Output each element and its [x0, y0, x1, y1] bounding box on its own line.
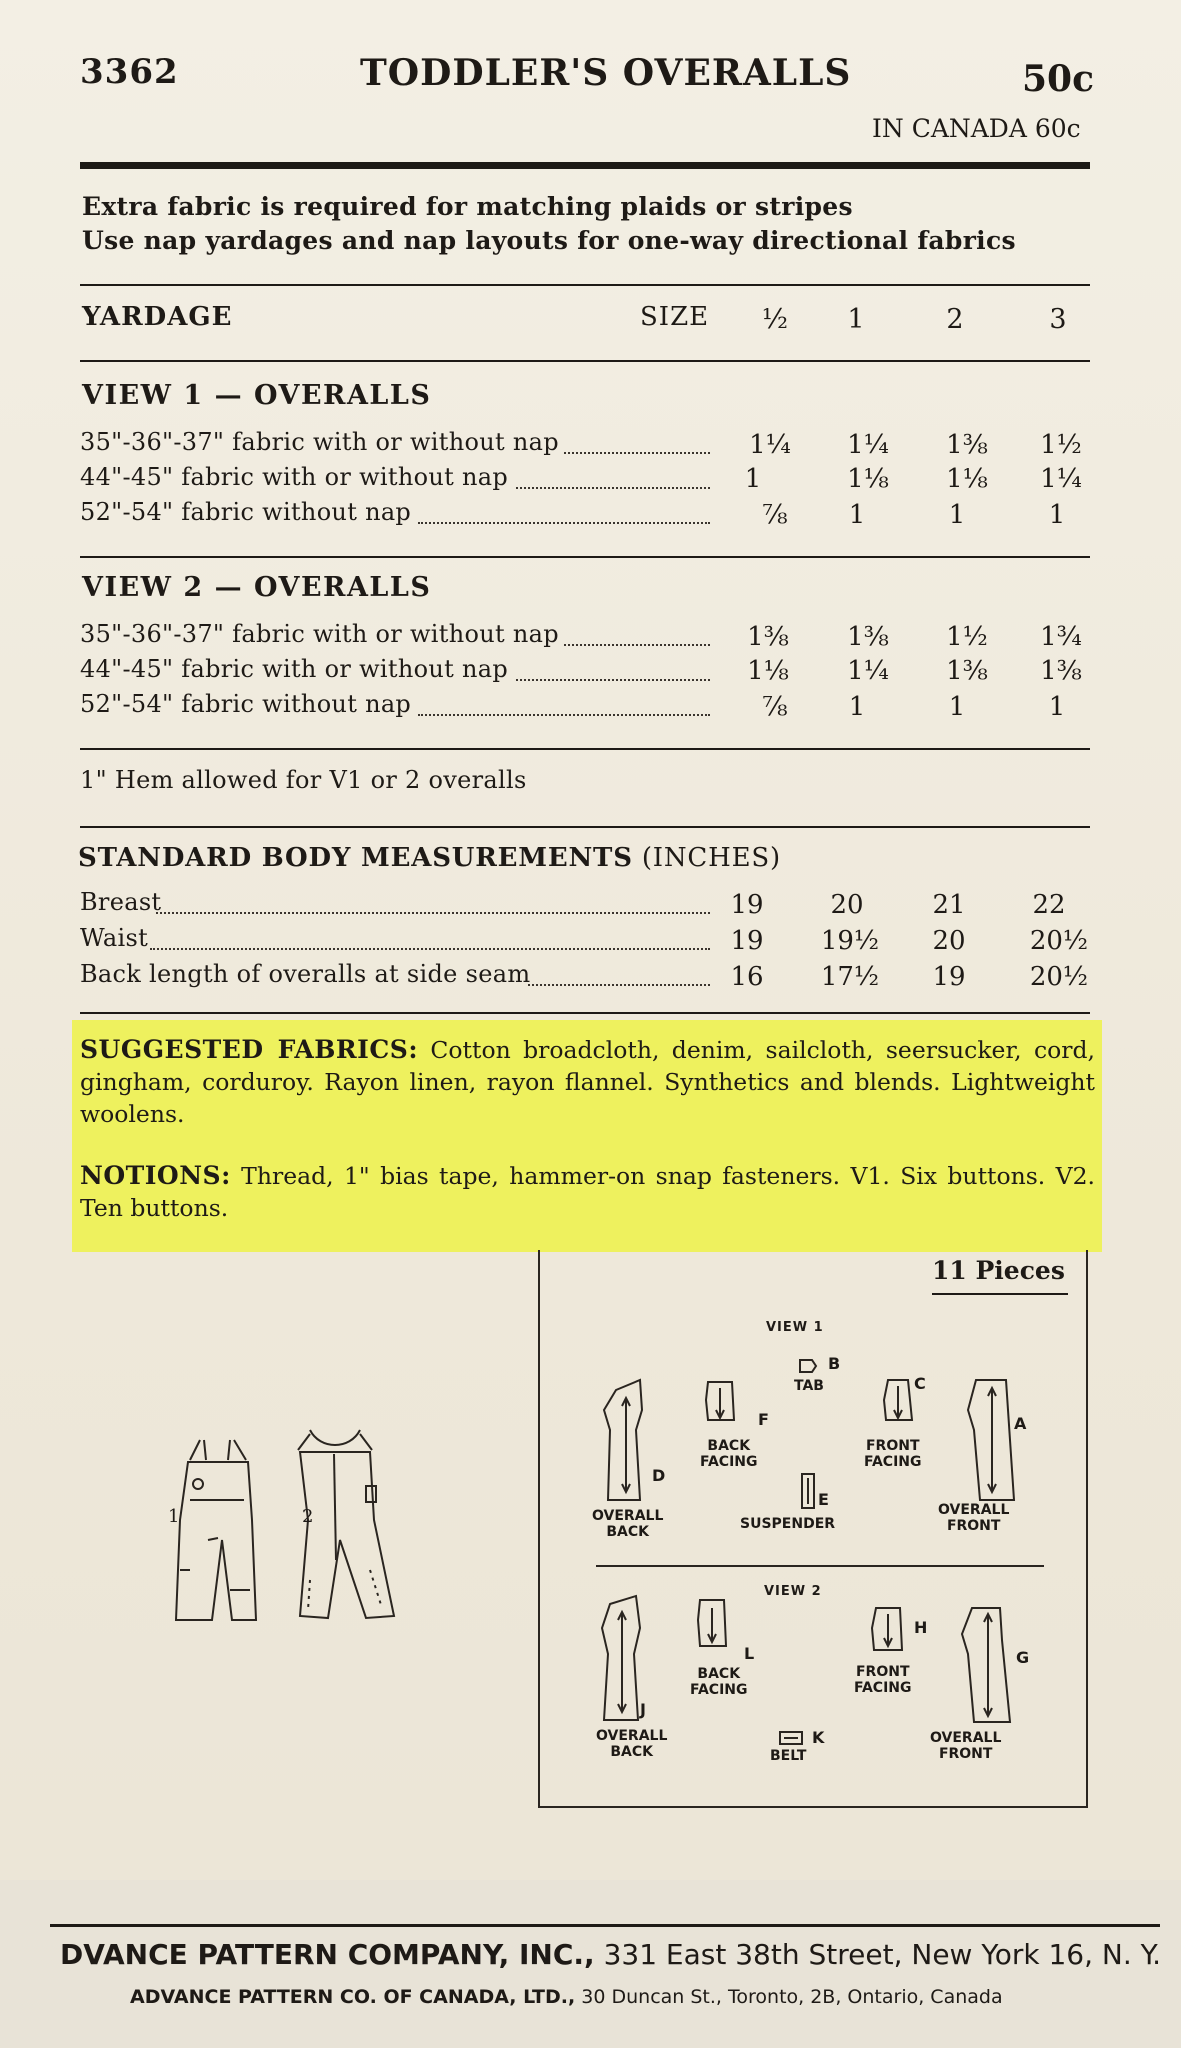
piece-letter: C	[914, 1374, 926, 1393]
measure-value: 21	[932, 890, 966, 920]
leader-dots	[418, 714, 710, 716]
view2-value: 1	[848, 692, 866, 722]
measurements-unit: (INCHES)	[641, 843, 781, 873]
view2-value: 1½	[946, 622, 988, 652]
yardage-heading: YARDAGE	[82, 302, 233, 332]
pieces-view1-label: VIEW 1	[766, 1320, 824, 1335]
piece-label: OVERALL BACK	[592, 1508, 664, 1540]
view2-number: 2	[302, 1506, 314, 1527]
view1-value: 1	[948, 500, 966, 530]
size-1: 1	[847, 304, 865, 335]
view1-value: 1⅛	[946, 464, 988, 494]
size-2: 2	[946, 304, 964, 335]
piece-letter: H	[914, 1618, 928, 1637]
measure-value: 19	[730, 926, 764, 956]
leader-dots	[156, 912, 710, 914]
measure-value: 20	[932, 926, 966, 956]
pieces-separator	[596, 1565, 1044, 1567]
view1-row-label: 35"-36"-37" fabric with or without nap	[80, 428, 559, 456]
view2-value: ⅞	[762, 692, 788, 722]
footer-rule	[50, 1924, 1160, 1927]
canada-company-line	[130, 1986, 1003, 2008]
piece-letter: J	[640, 1700, 646, 1719]
measure-value: 19	[932, 962, 966, 992]
leader-dots	[528, 984, 710, 986]
measure-value: 20	[830, 890, 864, 920]
pattern-number: 3362	[80, 52, 179, 92]
view1-title: VIEW 1 — OVERALLS	[82, 380, 432, 411]
view2-value: 1⅜	[1040, 656, 1082, 686]
piece-letter: B	[828, 1354, 841, 1373]
view1-value: 1	[848, 500, 866, 530]
view1-value: 1⅜	[946, 430, 988, 460]
canada-company-address: 30 Duncan St., Toronto, 2B, Ontario, Canada	[575, 1986, 1003, 2008]
piece-letter: G	[1016, 1648, 1030, 1667]
header-rule	[80, 162, 1090, 169]
piece-letter: E	[818, 1490, 829, 1509]
divider	[80, 284, 1090, 286]
piece-label: FRONT FACING	[854, 1664, 912, 1696]
piece-label: OVERALL FRONT	[930, 1730, 1002, 1762]
piece-label: BACK FACING	[690, 1666, 748, 1698]
measure-value: 22	[1032, 890, 1066, 920]
company-line	[60, 1938, 1161, 1971]
divider	[80, 556, 1090, 558]
leader-dots	[516, 679, 710, 681]
view1-value: ⅞	[762, 500, 788, 530]
suggested-fabrics	[80, 1034, 1095, 1130]
measurements-title	[78, 843, 781, 873]
view2-piece-shapes	[596, 1594, 1036, 1734]
view1-value: 1¼	[847, 430, 889, 460]
view1-value: 1⅛	[847, 464, 889, 494]
view1-value: 1	[1048, 500, 1066, 530]
leader-dots	[564, 452, 710, 454]
view2-value: 1	[948, 692, 966, 722]
notions	[80, 1160, 1095, 1224]
view1-value: 1	[744, 464, 762, 494]
pattern-title: TODDLER'S OVERALLS	[360, 52, 852, 94]
view2-value: 1¾	[1040, 622, 1082, 652]
measure-row-label: Back length of overalls at side seam	[80, 960, 531, 988]
piece-label: OVERALL FRONT	[938, 1502, 1010, 1534]
measure-row-label: Waist	[80, 924, 149, 952]
piece-label: OVERALL BACK	[596, 1728, 668, 1760]
piece-label: BELT	[770, 1748, 807, 1764]
leader-dots	[516, 487, 710, 489]
piece-letter: F	[758, 1410, 769, 1429]
piece-letter: D	[652, 1466, 666, 1485]
pieces-underline	[932, 1293, 1068, 1295]
size-half: ½	[761, 304, 789, 335]
measure-row-label: Breast	[80, 888, 162, 916]
view2-row-label: 44"-45" fabric with or without nap	[80, 655, 508, 683]
view2-value: 1	[1048, 692, 1066, 722]
overalls-illustration	[160, 1420, 420, 1640]
view1-row-label: 44"-45" fabric with or without nap	[80, 463, 508, 491]
view2-value: 1¼	[847, 656, 889, 686]
view2-value: 1⅜	[747, 622, 789, 652]
piece-letter: K	[812, 1728, 825, 1747]
view1-value: 1¼	[749, 430, 791, 460]
divider	[80, 826, 1090, 828]
view2-value: 1⅛	[747, 656, 789, 686]
canada-company-name: ADVANCE PATTERN CO. OF CANADA, LTD.,	[130, 1986, 576, 2008]
measurements-heading: STANDARD BODY MEASUREMENTS	[78, 843, 633, 873]
piece-label: BACK FACING	[700, 1438, 758, 1470]
view1-row-label: 52"-54" fabric without nap	[80, 498, 412, 526]
leader-dots	[150, 948, 710, 950]
notions-text: Thread, 1" bias tape, hammer-on snap fasteners. V1. Six buttons. V2. Ten buttons.	[80, 1162, 1095, 1222]
company-address: 331 East 38th Street, New York 16, N. Y.	[594, 1938, 1161, 1971]
measure-value: 20½	[1029, 962, 1089, 992]
measure-value: 16	[730, 962, 764, 992]
suggested-fabrics-text: Cotton broadcloth, denim, sailcloth, seersucker, cord, gingham, corduroy. Rayon linen, rayon flannel. Synthetics and blends. Lightweight woolens.	[80, 1036, 1095, 1128]
measure-value: 19½	[820, 926, 880, 956]
size-heading: SIZE	[640, 302, 710, 332]
piece-label: SUSPENDER	[740, 1516, 836, 1532]
view1-value: 1¼	[1040, 464, 1082, 494]
view2-row-label: 35"-36"-37" fabric with or without nap	[80, 620, 559, 648]
leader-dots	[564, 644, 710, 646]
price: 50c	[1022, 58, 1095, 100]
note-plaids: Extra fabric is required for matching plaids or stripes	[82, 192, 853, 221]
piece-letter: A	[1014, 1414, 1027, 1433]
piece-label: TAB	[794, 1378, 824, 1394]
view2-value: 1⅜	[847, 622, 889, 652]
view2-title: VIEW 2 — OVERALLS	[82, 572, 432, 603]
piece-letter: L	[744, 1644, 755, 1663]
leader-dots	[418, 522, 710, 524]
company-name: DVANCE PATTERN COMPANY, INC.,	[60, 1938, 595, 1971]
note-nap: Use nap yardages and nap layouts for one-way directional fabrics	[82, 226, 1016, 255]
notions-label: NOTIONS:	[80, 1161, 231, 1190]
piece-label: FRONT FACING	[864, 1438, 922, 1470]
view2-value: 1⅜	[946, 656, 988, 686]
measure-value: 17½	[820, 962, 880, 992]
pieces-count: 11 Pieces	[932, 1256, 1065, 1285]
pieces-view2-label: VIEW 2	[764, 1584, 822, 1599]
hem-note: 1" Hem allowed for V1 or 2 overalls	[80, 766, 527, 794]
measure-value: 20½	[1029, 926, 1089, 956]
divider	[80, 360, 1090, 362]
view1-number: 1	[168, 1506, 180, 1527]
measure-value: 19	[730, 890, 764, 920]
view2-row-label: 52"-54" fabric without nap	[80, 690, 412, 718]
suggested-fabrics-label: SUGGESTED FABRICS:	[80, 1035, 419, 1064]
divider	[80, 1012, 1090, 1014]
canada-price: IN CANADA 60c	[872, 114, 1081, 143]
view1-value: 1½	[1040, 430, 1082, 460]
size-3: 3	[1049, 304, 1067, 335]
divider	[80, 748, 1090, 750]
